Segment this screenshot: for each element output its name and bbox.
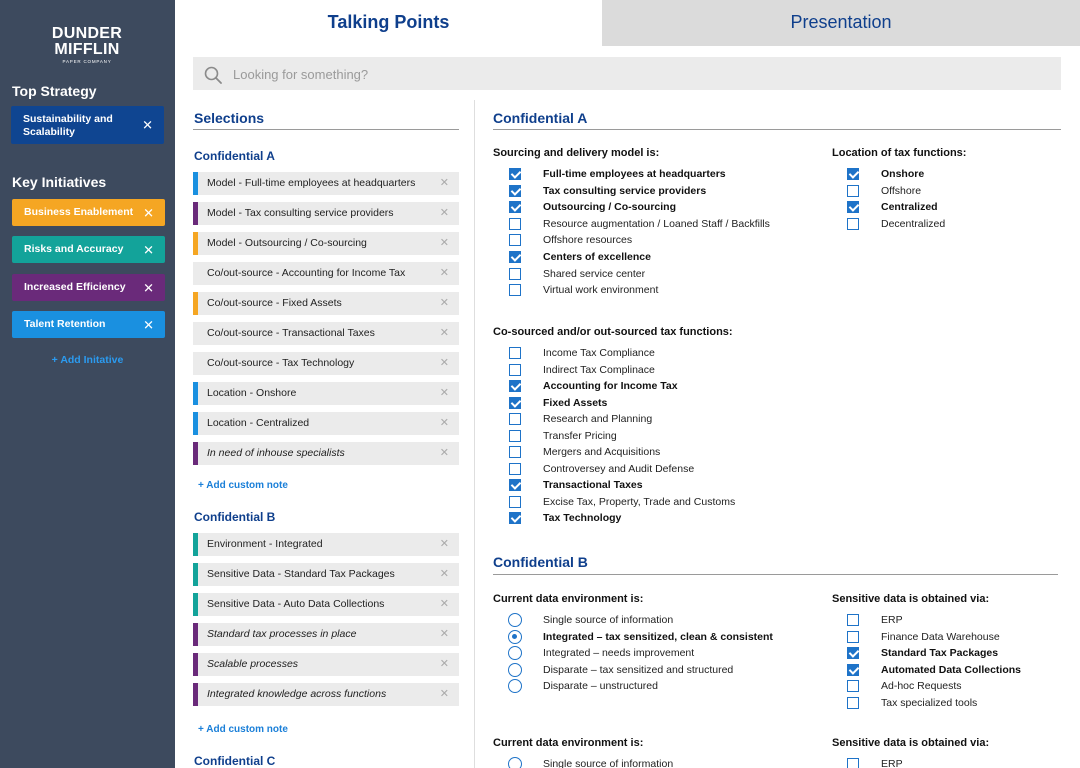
selection-pill-label: Co/out-source - Tax Technology [207,357,355,369]
tab-presentation[interactable]: Presentation [602,0,1080,46]
option-label: Finance Data Warehouse [881,630,1000,643]
checkbox[interactable] [847,758,859,768]
remove-selection-close-icon[interactable]: ✕ [439,628,449,640]
section-title: Confidential A [493,110,588,126]
initiative-label: Business Enablement [24,206,134,218]
remove-selection-close-icon[interactable]: ✕ [439,538,449,550]
selection-pill-label: Sensitive Data - Auto Data Collections [207,598,385,610]
top-strategy-heading: Top Strategy [12,83,97,99]
option-label: Tax specialized tools [881,697,978,709]
remove-selection-close-icon[interactable]: ✕ [439,207,449,219]
initiative-color-bar [193,593,198,616]
option-label: Offshore resources [543,234,633,247]
remove-selection-close-icon[interactable]: ✕ [439,357,449,369]
initiative-label: Risks and Accuracy [24,243,124,255]
checkbox[interactable] [847,664,859,676]
selection-pill-label: Scalable processes [207,658,299,670]
selection-pill[interactable] [193,352,459,375]
option-label: Transfer Pricing [543,429,617,442]
initiative-color-bar [193,382,198,405]
search-bar [193,57,1061,90]
search-input[interactable] [233,63,1033,85]
checkbox[interactable] [847,647,859,659]
key-initiatives-heading: Key Initiatives [12,174,107,190]
option-label: Tax Technology [543,512,622,524]
selection-pill-label: Location - Onshore [207,387,297,399]
option-label: Integrated – tax sensitized, clean & consistent [543,630,773,643]
checkbox[interactable] [509,185,521,197]
initiative-card[interactable] [12,199,165,226]
option-label: Automated Data Collections [881,663,1022,676]
option-label: Outsourcing / Co-sourcing [543,201,676,214]
selection-pill-label: Standard tax processes in place [207,628,357,640]
option-label: Mergers and Acquisitions [543,446,661,458]
remove-selection-close-icon[interactable]: ✕ [439,237,449,249]
option-label: Shared service center [543,267,646,280]
question-label: Co-sourced and/or out-sourced tax functions: [493,326,733,338]
remove-selection-close-icon[interactable]: ✕ [439,327,449,339]
remove-selection-close-icon[interactable]: ✕ [439,387,449,399]
option-label: ERP [881,758,903,768]
checkbox[interactable] [509,201,521,213]
checkbox[interactable] [509,218,521,230]
sidebar [0,0,175,768]
selection-pill-label: Location - Centralized [207,417,310,429]
option-label: Full-time employees at headquarters [543,168,726,180]
question-label: Current data environment is: [493,737,644,749]
section-title: Confidential B [493,554,588,570]
selection-pill[interactable] [193,382,459,405]
option-label: Fixed Assets [543,396,608,409]
option-label: Centralized [881,201,938,214]
checkbox[interactable] [509,446,521,458]
initiative-color-bar [193,623,198,646]
logo-line-1: DUNDER [51,25,123,42]
selections-rule [193,129,459,130]
option-label: Disparate – tax sensitized and structured [543,663,734,676]
selection-pill-label: Model - Full-time employees at headquarters [207,177,416,189]
selection-pill-label: Model - Outsourcing / Co-sourcing [207,237,367,249]
selection-pill-label: Model - Tax consulting service providers [207,207,394,219]
option-label: Research and Planning [543,413,653,425]
remove-initiative-close-icon[interactable]: ✕ [143,242,154,257]
checkbox[interactable] [509,284,521,296]
selection-pill-label: Co/out-source - Fixed Assets [207,297,342,309]
radio-button[interactable] [508,679,522,693]
radio-button[interactable] [508,613,522,627]
option-label: Income Tax Compliance [543,347,655,359]
option-label: Indirect Tax Complinace [543,363,655,376]
option-label: Single source of information [543,614,674,626]
checkbox[interactable] [509,512,521,524]
selection-pill-label: In need of inhouse specialists [207,447,345,459]
selection-pill-label: Environment - Integrated [207,538,323,550]
section-rule [493,129,1061,130]
selection-pill[interactable] [193,533,459,556]
initiative-color-bar [193,563,198,586]
selection-pill[interactable] [193,683,459,706]
initiative-label: Talent Retention [24,318,106,330]
radio-button[interactable] [508,630,522,644]
selection-pill[interactable] [193,623,459,646]
radio-button[interactable] [508,757,522,768]
selection-group-title: Confidential B [194,510,276,524]
initiative-card[interactable] [12,311,165,338]
selection-pill-label: Co/out-source - Accounting for Income Tax [207,267,406,279]
radio-button[interactable] [508,663,522,677]
option-label: Accounting for Income Tax [543,380,678,392]
selection-pill[interactable] [193,563,459,586]
checkbox[interactable] [509,380,521,392]
option-label: Tax consulting service providers [543,184,707,197]
logo-line-2: MIFFLIN [54,41,120,58]
option-label: Offshore [881,184,922,197]
checkbox[interactable] [847,218,859,230]
initiative-card[interactable] [12,274,165,301]
initiative-color-bar [193,232,198,255]
checkbox[interactable] [847,631,859,643]
strategy-card[interactable] [11,106,164,144]
question-label: Current data environment is: [493,593,644,605]
add-initiative-button[interactable]: + Add Initative [51,354,124,366]
question-label: Sourcing and delivery model is: [493,147,660,159]
option-label: Controversey and Audit Defense [543,462,695,475]
question-label: Sensitive data is obtained via: [832,593,990,605]
checkbox[interactable] [847,201,859,213]
checkbox[interactable] [509,234,521,246]
tab-talking-points[interactable]: Talking Points [175,0,602,46]
remove-strategy-close-icon[interactable]: ✕ [142,117,153,133]
option-label: Disparate – unstructured [543,680,658,693]
selections-title: Selections [194,110,265,126]
option-label: ERP [881,614,903,626]
selection-pill[interactable] [193,442,459,465]
selection-group-title: Confidential A [194,149,275,163]
initiative-card[interactable] [12,236,165,263]
checkbox[interactable] [509,479,521,491]
option-label: Decentralized [881,217,946,230]
add-custom-note-button[interactable]: + Add custom note [198,724,288,735]
add-custom-note-button[interactable]: + Add custom note [198,480,288,491]
selection-pill[interactable] [193,593,459,616]
checkbox[interactable] [509,364,521,376]
option-label: Integrated – needs improvement [543,647,695,660]
strategy-label: Sustainability and Scalability [23,113,113,138]
selection-pill[interactable] [193,322,459,345]
remove-selection-close-icon[interactable]: ✕ [439,658,449,670]
checkbox[interactable] [847,168,859,180]
checkbox[interactable] [509,251,521,263]
initiative-color-bar [193,202,198,225]
selection-pill[interactable] [193,172,459,195]
remove-selection-close-icon[interactable]: ✕ [439,177,449,189]
initiative-color-bar [193,412,198,435]
initiative-color-bar [193,653,198,676]
column-divider [474,100,475,768]
question-label: Location of tax functions: [832,147,967,159]
checkbox[interactable] [847,680,859,692]
checkbox[interactable] [847,185,859,197]
option-label: Excise Tax, Property, Trade and Customs [543,495,736,508]
option-label: Onshore [881,168,925,180]
selection-pill[interactable] [193,232,459,255]
remove-selection-close-icon[interactable]: ✕ [439,447,449,459]
option-label: Resource augmentation / Loaned Staff / Backfills [543,217,770,230]
initiative-label: Increased Efficiency [24,281,126,293]
radio-button[interactable] [508,646,522,660]
checkbox[interactable] [509,168,521,180]
checkbox[interactable] [509,413,521,425]
company-logo [51,26,123,65]
option-label: Standard Tax Packages [881,647,999,660]
question-label: Sensitive data is obtained via: [832,737,990,749]
option-label: Single source of information [543,758,674,768]
selection-group-title: Confidential C [194,754,276,768]
remove-initiative-close-icon[interactable]: ✕ [143,317,154,332]
remove-initiative-close-icon[interactable]: ✕ [143,205,154,220]
selection-pill-label: Integrated knowledge across functions [207,688,387,700]
initiative-color-bar [193,683,198,706]
checkbox[interactable] [509,496,521,508]
remove-selection-close-icon[interactable]: ✕ [439,688,449,700]
option-label: Centers of excellence [543,251,651,263]
option-label: Ad-hoc Requests [881,680,962,693]
initiative-color-bar [193,533,198,556]
search-icon [204,66,222,84]
option-label: Transactional Taxes [543,479,643,491]
selection-pill-label: Sensitive Data - Standard Tax Packages [207,568,395,580]
selection-pill[interactable] [193,202,459,225]
selection-pill-label: Co/out-source - Transactional Taxes [207,327,375,339]
remove-initiative-close-icon[interactable]: ✕ [143,280,154,295]
initiative-color-bar [193,292,198,315]
section-rule [493,574,1058,575]
selection-pill[interactable] [193,292,459,315]
checkbox[interactable] [509,397,521,409]
checkbox[interactable] [509,430,521,442]
remove-selection-close-icon[interactable]: ✕ [439,297,449,309]
checkbox[interactable] [847,614,859,626]
remove-selection-close-icon[interactable]: ✕ [439,267,449,279]
remove-selection-close-icon[interactable]: ✕ [439,417,449,429]
checkbox[interactable] [509,268,521,280]
option-label: Virtual work environment [543,284,659,297]
checkbox[interactable] [847,697,859,709]
remove-selection-close-icon[interactable]: ✕ [439,568,449,580]
checkbox[interactable] [509,347,521,359]
selection-pill[interactable] [193,262,459,285]
selection-pill[interactable] [193,412,459,435]
initiative-color-bar [193,442,198,465]
selection-pill[interactable] [193,653,459,676]
logo-line-3: PAPER COMPANY [62,59,112,64]
remove-selection-close-icon[interactable]: ✕ [439,598,449,610]
checkbox[interactable] [509,463,521,475]
initiative-color-bar [193,172,198,195]
